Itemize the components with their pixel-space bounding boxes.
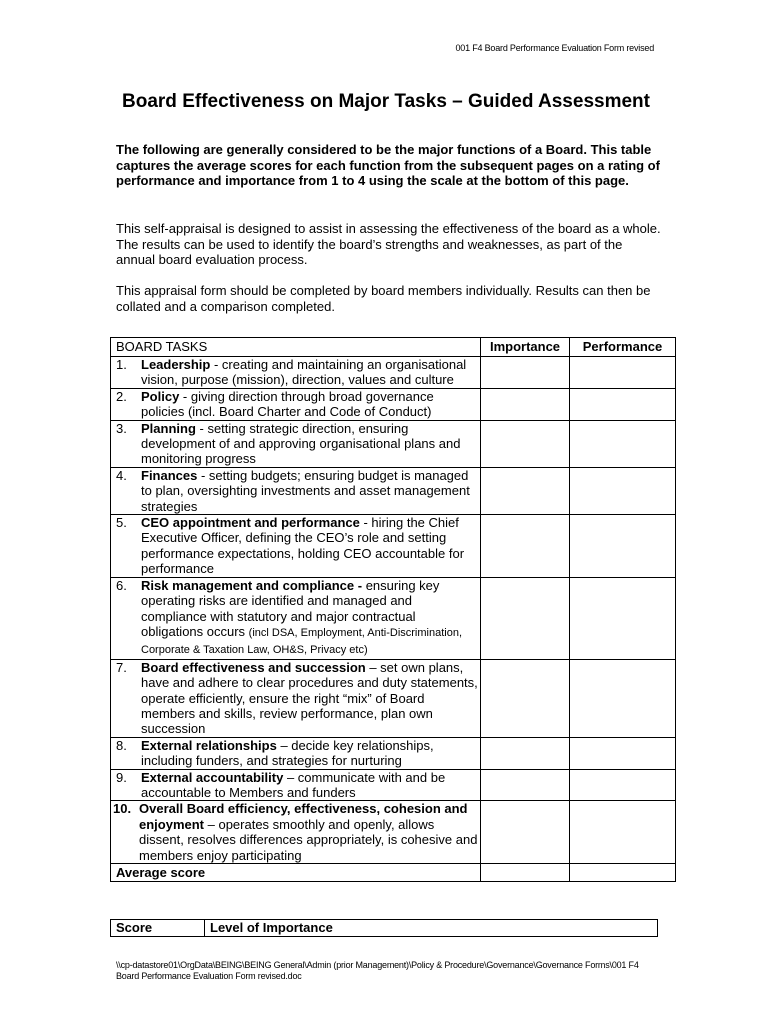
table-row	[111, 577, 676, 659]
task-title: Board effectiveness and succession	[141, 659, 366, 675]
task-description: – operates smoothly and openly, allows dissent, resolves differences appropriately, is cohesive and members enjoy participating	[139, 816, 478, 863]
table-row	[111, 388, 676, 420]
table-row	[111, 659, 676, 737]
task-number: 3.	[116, 420, 127, 436]
score-header: Score	[111, 920, 205, 937]
score-header-row	[111, 920, 658, 937]
performance-cell[interactable]	[570, 357, 676, 389]
average-importance-cell[interactable]	[481, 864, 570, 882]
task-number: 7.	[116, 659, 127, 675]
performance-cell[interactable]	[570, 801, 676, 864]
task-description: - setting strategic direction, ensuring development of and approving organisational plans and monitoring progress	[141, 420, 461, 467]
performance-cell[interactable]	[570, 737, 676, 769]
task-title: Risk management and compliance -	[141, 577, 363, 593]
performance-cell[interactable]	[570, 577, 676, 659]
table-row	[111, 769, 676, 801]
task-title: External accountability	[141, 769, 284, 785]
task-number: 4.	[116, 467, 127, 483]
task-title: Planning	[141, 420, 196, 436]
importance-cell[interactable]	[481, 659, 570, 737]
task-description: – communicate with and be accountable to Members and funders	[141, 769, 446, 800]
importance-cell[interactable]	[481, 388, 570, 420]
table-row	[111, 515, 676, 578]
performance-cell[interactable]	[570, 659, 676, 737]
task-description: - hiring the Chief Executive Officer, defining the CEO’s role and setting performance expectations, holding CEO accountable for performance	[141, 515, 465, 577]
task-description: ensuring key operating risks are identified and managed and compliance with statutory and major contractual obligations occurs	[141, 577, 440, 639]
importance-cell[interactable]	[481, 515, 570, 578]
task-title: External relationships	[141, 737, 277, 753]
task-title: Leadership	[141, 357, 211, 372]
task-number: 9.	[116, 769, 127, 785]
self-appraisal-paragraph: This self-appraisal is designed to assist in assessing the effectiveness of the board as a whole. The results can be used to identify the board’s strengths and weaknesses, as part of the annual board evaluation process.	[116, 221, 661, 268]
task-title: Policy	[141, 388, 180, 404]
task-number: 2.	[116, 388, 127, 404]
importance-cell[interactable]	[481, 577, 570, 659]
score-legend-table	[110, 919, 658, 937]
level-of-importance-header: Level of Importance	[205, 920, 658, 937]
document-reference: 001 F4 Board Performance Evaluation Form revised	[455, 43, 654, 53]
task-title: CEO appointment and performance	[141, 515, 360, 531]
performance-cell[interactable]	[570, 420, 676, 467]
table-header-row	[111, 338, 676, 357]
task-description: – decide key relationships, including funders, and strategies for nurturing	[141, 737, 434, 769]
task-number: 1.	[116, 357, 127, 372]
board-tasks-table	[110, 337, 676, 882]
importance-cell[interactable]	[481, 420, 570, 467]
task-title: Finances	[141, 467, 198, 483]
intro-paragraph: The following are generally considered to be the major functions of a Board. This table captures the average scores for each function from the subsequent pages on a rating of performance and importance from 1 to 4 using the scale at the bottom of this page.	[116, 142, 660, 189]
table-row	[111, 467, 676, 514]
performance-cell[interactable]	[570, 515, 676, 578]
importance-cell[interactable]	[481, 737, 570, 769]
appraisal-form-paragraph: This appraisal form should be completed by board members individually. Results can then be collated and a comparison completed.	[116, 283, 651, 314]
task-note: (incl DSA, Employment, Anti-Discrimination, Corporate & Taxation Law, OH&S, Privacy etc)	[141, 626, 463, 657]
task-number: 6.	[116, 577, 127, 593]
performance-cell[interactable]	[570, 769, 676, 801]
task-description: – set own plans, have and adhere to clear procedures and duty statements, operate efficiently, ensure the right “mix” of Board members and skills, review performance, plan own succession	[141, 659, 478, 737]
task-title: Overall Board efficiency, effectiveness, cohesion and enjoyment	[139, 801, 468, 832]
table-row	[111, 357, 676, 389]
importance-header: Importance	[481, 338, 570, 357]
average-row	[111, 864, 676, 882]
performance-cell[interactable]	[570, 467, 676, 514]
task-description: - creating and maintaining an organisational vision, purpose (mission), direction, values and culture	[141, 357, 467, 388]
average-performance-cell[interactable]	[570, 864, 676, 882]
page-title: Board Effectiveness on Major Tasks – Guided Assessment	[122, 91, 650, 112]
importance-cell[interactable]	[481, 357, 570, 389]
importance-cell[interactable]	[481, 801, 570, 864]
board-tasks-header: BOARD TASKS	[111, 338, 481, 357]
task-description: - setting budgets; ensuring budget is managed to plan, oversighting investments and asset management strategies	[141, 467, 470, 514]
average-score-label: Average score	[111, 864, 481, 882]
table-row	[111, 420, 676, 467]
table-row	[111, 801, 676, 864]
task-number: 8.	[116, 737, 127, 753]
performance-header: Performance	[570, 338, 676, 357]
file-path-footer: \\cp-datastore01\OrgData\BEING\BEING General\Admin (prior Management)\Policy & Procedure\Governance\Governance Forms\001 F4 Board Performance Evaluation Form revised.doc	[116, 960, 639, 981]
table-row	[111, 737, 676, 769]
task-number: 5.	[116, 515, 127, 531]
task-description: - giving direction through broad governance policies (incl. Board Charter and Code of Conduct)	[141, 388, 434, 420]
importance-cell[interactable]	[481, 769, 570, 801]
task-number: 10.	[113, 801, 132, 817]
performance-cell[interactable]	[570, 388, 676, 420]
importance-cell[interactable]	[481, 467, 570, 514]
